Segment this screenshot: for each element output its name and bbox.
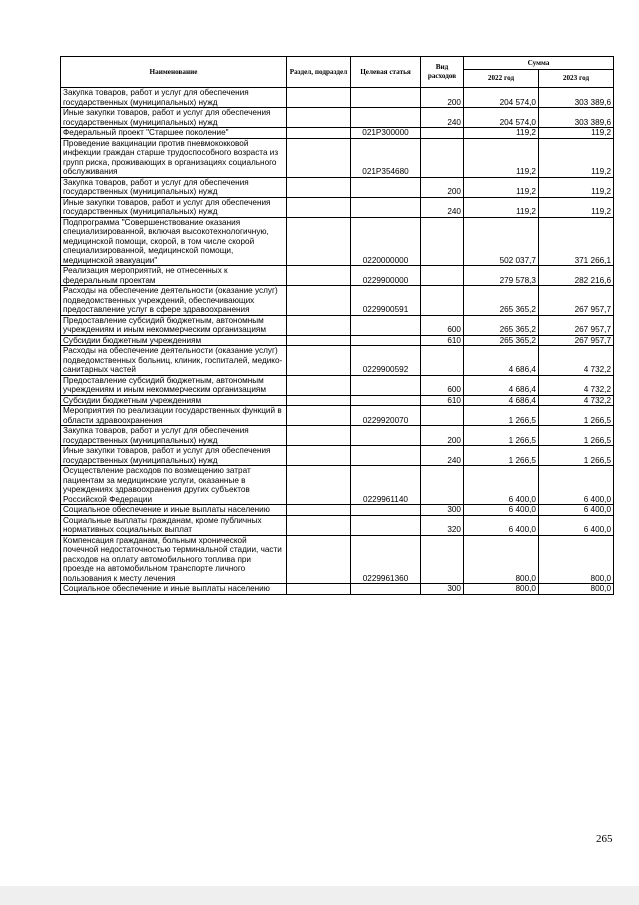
row-sum-2023-cell: 4 732,2	[539, 395, 614, 406]
row-target-code-cell: 0229920070	[351, 406, 421, 426]
table-row	[61, 217, 614, 266]
row-sum-2023-cell: 6 400,0	[539, 466, 614, 505]
row-section-cell	[287, 128, 351, 139]
row-name-cell: Компенсация гражданам, больным хронической почечной недостаточностью терминальной стадии, части расходов на оплату автомобильного топлива при проезде на автомобильном транспорте личного пользования к месту лечения	[61, 535, 287, 584]
row-name-cell: Иные закупки товаров, работ и услуг для обеспечения государственных (муниципальных) нужд	[61, 446, 287, 466]
row-name-cell: Расходы на обеспечение деятельности (оказание услуг) подведомственных больниц, клиник, госпиталей, медико-санитарных частей	[61, 346, 287, 376]
table-row	[61, 315, 614, 335]
table-row	[61, 346, 614, 376]
row-section-cell	[287, 197, 351, 217]
row-sum-2022-cell: 119,2	[464, 128, 539, 139]
row-target-code-cell: 021P300000	[351, 128, 421, 139]
row-expense-type-cell	[421, 286, 464, 316]
row-target-code-cell	[351, 395, 421, 406]
row-sum-2022-cell: 119,2	[464, 177, 539, 197]
row-expense-type-cell	[421, 128, 464, 139]
row-section-cell	[287, 88, 351, 108]
budget-table	[60, 56, 614, 595]
row-target-code-cell: 0229900000	[351, 266, 421, 286]
bottom-strip	[0, 886, 639, 905]
row-name-cell: Субсидии бюджетным учреждениям	[61, 335, 287, 346]
row-sum-2023-cell: 1 266,5	[539, 446, 614, 466]
row-sum-2023-cell: 267 957,7	[539, 315, 614, 335]
row-sum-2023-cell: 119,2	[539, 177, 614, 197]
row-target-code-cell	[351, 335, 421, 346]
table-body	[61, 88, 614, 595]
row-target-code-cell	[351, 108, 421, 128]
row-section-cell	[287, 108, 351, 128]
row-target-code-cell	[351, 446, 421, 466]
row-sum-2022-cell: 6 400,0	[464, 466, 539, 505]
row-sum-2023-cell: 282 216,6	[539, 266, 614, 286]
row-name-cell: Расходы на обеспечение деятельности (оказание услуг) подведомственных учреждений, обеспечивающих предоставление услуг в сфере здравоохранения	[61, 286, 287, 316]
row-name-cell: Предоставление субсидий бюджетным, автономным учреждениям и иным некоммерческим организациям	[61, 375, 287, 395]
row-name-cell: Закупка товаров, работ и услуг для обеспечения государственных (муниципальных) нужд	[61, 88, 287, 108]
row-name-cell: Подпрограмма "Совершенствование оказания специализированной, включая высокотехнологичную, медицинской помощи, скорой, в том числе скорой специализированной, медицинской помощи, медицинской эвакуации"	[61, 217, 287, 266]
row-sum-2022-cell: 119,2	[464, 138, 539, 177]
header-name: Наименование	[61, 57, 287, 88]
row-section-cell	[287, 138, 351, 177]
table-row	[61, 446, 614, 466]
row-target-code-cell: 0220000000	[351, 217, 421, 266]
row-section-cell	[287, 426, 351, 446]
row-sum-2023-cell: 119,2	[539, 138, 614, 177]
row-sum-2022-cell: 204 574,0	[464, 108, 539, 128]
row-name-cell: Реализация мероприятий, не отнесенных к федеральным проектам	[61, 266, 287, 286]
row-target-code-cell	[351, 505, 421, 516]
row-name-cell: Субсидии бюджетным учреждениям	[61, 395, 287, 406]
row-sum-2023-cell: 6 400,0	[539, 515, 614, 535]
table-row	[61, 466, 614, 505]
row-section-cell	[287, 375, 351, 395]
row-sum-2022-cell: 265 365,2	[464, 286, 539, 316]
row-target-code-cell	[351, 177, 421, 197]
row-target-code-cell	[351, 426, 421, 446]
table-row	[61, 266, 614, 286]
table-row	[61, 88, 614, 108]
row-section-cell	[287, 286, 351, 316]
row-name-cell: Иные закупки товаров, работ и услуг для обеспечения государственных (муниципальных) нужд	[61, 108, 287, 128]
row-sum-2023-cell: 371 266,1	[539, 217, 614, 266]
table-row	[61, 138, 614, 177]
row-sum-2022-cell: 1 266,5	[464, 406, 539, 426]
page-number: 265	[596, 833, 613, 845]
header-year-2023: 2023 год	[539, 70, 614, 88]
row-name-cell: Федеральный проект "Старшее поколение"	[61, 128, 287, 139]
row-target-code-cell: 0229961360	[351, 535, 421, 584]
table-row	[61, 375, 614, 395]
header-target: Целевая статья	[351, 57, 421, 88]
row-sum-2022-cell: 502 037,7	[464, 217, 539, 266]
row-sum-2023-cell: 303 389,6	[539, 108, 614, 128]
table-row	[61, 197, 614, 217]
table-row	[61, 505, 614, 516]
row-sum-2023-cell: 800,0	[539, 535, 614, 584]
row-target-code-cell: 0229900591	[351, 286, 421, 316]
row-name-cell: Предоставление субсидий бюджетным, автономным учреждениям и иным некоммерческим организациям	[61, 315, 287, 335]
row-expense-type-cell: 200	[421, 88, 464, 108]
row-sum-2022-cell: 800,0	[464, 535, 539, 584]
table-row	[61, 426, 614, 446]
row-section-cell	[287, 505, 351, 516]
table-row	[61, 286, 614, 316]
row-expense-type-cell: 610	[421, 395, 464, 406]
row-section-cell	[287, 266, 351, 286]
row-sum-2022-cell: 119,2	[464, 197, 539, 217]
row-name-cell: Социальное обеспечение и иные выплаты населению	[61, 584, 287, 595]
row-sum-2023-cell: 1 266,5	[539, 406, 614, 426]
row-section-cell	[287, 466, 351, 505]
table-row	[61, 395, 614, 406]
row-name-cell: Иные закупки товаров, работ и услуг для обеспечения государственных (муниципальных) нужд	[61, 197, 287, 217]
row-section-cell	[287, 217, 351, 266]
row-sum-2022-cell: 6 400,0	[464, 505, 539, 516]
row-target-code-cell	[351, 197, 421, 217]
row-section-cell	[287, 177, 351, 197]
header-section: Раздел, подраздел	[287, 57, 351, 88]
row-section-cell	[287, 315, 351, 335]
row-target-code-cell: 0229961140	[351, 466, 421, 505]
row-name-cell: Закупка товаров, работ и услуг для обеспечения государственных (муниципальных) нужд	[61, 177, 287, 197]
row-sum-2022-cell: 800,0	[464, 584, 539, 595]
table-row	[61, 108, 614, 128]
row-section-cell	[287, 395, 351, 406]
row-expense-type-cell: 320	[421, 515, 464, 535]
header-row-top	[61, 57, 614, 70]
row-sum-2023-cell: 4 732,2	[539, 375, 614, 395]
table-row	[61, 128, 614, 139]
table-row	[61, 535, 614, 584]
row-sum-2022-cell: 6 400,0	[464, 515, 539, 535]
row-sum-2023-cell: 4 732,2	[539, 346, 614, 376]
row-sum-2022-cell: 265 365,2	[464, 315, 539, 335]
table-row	[61, 335, 614, 346]
row-expense-type-cell	[421, 266, 464, 286]
row-expense-type-cell: 600	[421, 315, 464, 335]
row-section-cell	[287, 446, 351, 466]
row-sum-2023-cell: 119,2	[539, 128, 614, 139]
row-section-cell	[287, 346, 351, 376]
row-target-code-cell	[351, 315, 421, 335]
row-expense-type-cell: 600	[421, 375, 464, 395]
table-row	[61, 515, 614, 535]
row-sum-2023-cell: 1 266,5	[539, 426, 614, 446]
row-expense-type-cell	[421, 535, 464, 584]
row-section-cell	[287, 406, 351, 426]
row-name-cell: Социальные выплаты гражданам, кроме публичных нормативных социальных выплат	[61, 515, 287, 535]
row-name-cell: Проведение вакцинации против пневмококковой инфекции граждан старше трудоспособного возраста из групп риска, проживающих в организациях социального обслуживания	[61, 138, 287, 177]
row-expense-type-cell: 300	[421, 505, 464, 516]
row-sum-2022-cell: 204 574,0	[464, 88, 539, 108]
row-target-code-cell	[351, 515, 421, 535]
row-expense-type-cell: 200	[421, 177, 464, 197]
row-name-cell: Закупка товаров, работ и услуг для обеспечения государственных (муниципальных) нужд	[61, 426, 287, 446]
row-expense-type-cell: 240	[421, 446, 464, 466]
table-row	[61, 177, 614, 197]
row-expense-type-cell	[421, 138, 464, 177]
row-target-code-cell: 021P354680	[351, 138, 421, 177]
header-year-2022: 2022 год	[464, 70, 539, 88]
row-target-code-cell: 0229900592	[351, 346, 421, 376]
row-sum-2023-cell: 800,0	[539, 584, 614, 595]
row-sum-2023-cell: 6 400,0	[539, 505, 614, 516]
row-expense-type-cell	[421, 346, 464, 376]
row-target-code-cell	[351, 88, 421, 108]
row-sum-2022-cell: 279 578,3	[464, 266, 539, 286]
table-row	[61, 584, 614, 595]
row-name-cell: Социальное обеспечение и иные выплаты населению	[61, 505, 287, 516]
row-sum-2022-cell: 4 686,4	[464, 346, 539, 376]
row-expense-type-cell: 240	[421, 197, 464, 217]
row-section-cell	[287, 535, 351, 584]
row-expense-type-cell	[421, 406, 464, 426]
row-section-cell	[287, 515, 351, 535]
row-target-code-cell	[351, 375, 421, 395]
row-section-cell	[287, 335, 351, 346]
row-expense-type-cell: 240	[421, 108, 464, 128]
row-expense-type-cell	[421, 217, 464, 266]
row-sum-2023-cell: 267 957,7	[539, 286, 614, 316]
row-sum-2023-cell: 119,2	[539, 197, 614, 217]
header-expense-type: Вид расходов	[421, 57, 464, 88]
header-sum: Сумма	[464, 57, 614, 70]
row-sum-2022-cell: 1 266,5	[464, 446, 539, 466]
row-expense-type-cell: 200	[421, 426, 464, 446]
row-section-cell	[287, 584, 351, 595]
table-row	[61, 406, 614, 426]
row-name-cell: Мероприятия по реализации государственных функций в области здравоохранения	[61, 406, 287, 426]
row-sum-2022-cell: 1 266,5	[464, 426, 539, 446]
row-expense-type-cell	[421, 466, 464, 505]
row-sum-2023-cell: 267 957,7	[539, 335, 614, 346]
row-sum-2022-cell: 4 686,4	[464, 375, 539, 395]
row-target-code-cell	[351, 584, 421, 595]
row-expense-type-cell: 610	[421, 335, 464, 346]
row-sum-2023-cell: 303 389,6	[539, 88, 614, 108]
row-sum-2022-cell: 4 686,4	[464, 395, 539, 406]
row-name-cell: Осуществление расходов по возмещению затрат пациентам за медицинские услуги, оказанные в учреждениях здравоохранения других субъектов Российской Федерации	[61, 466, 287, 505]
row-expense-type-cell: 300	[421, 584, 464, 595]
row-sum-2022-cell: 265 365,2	[464, 335, 539, 346]
